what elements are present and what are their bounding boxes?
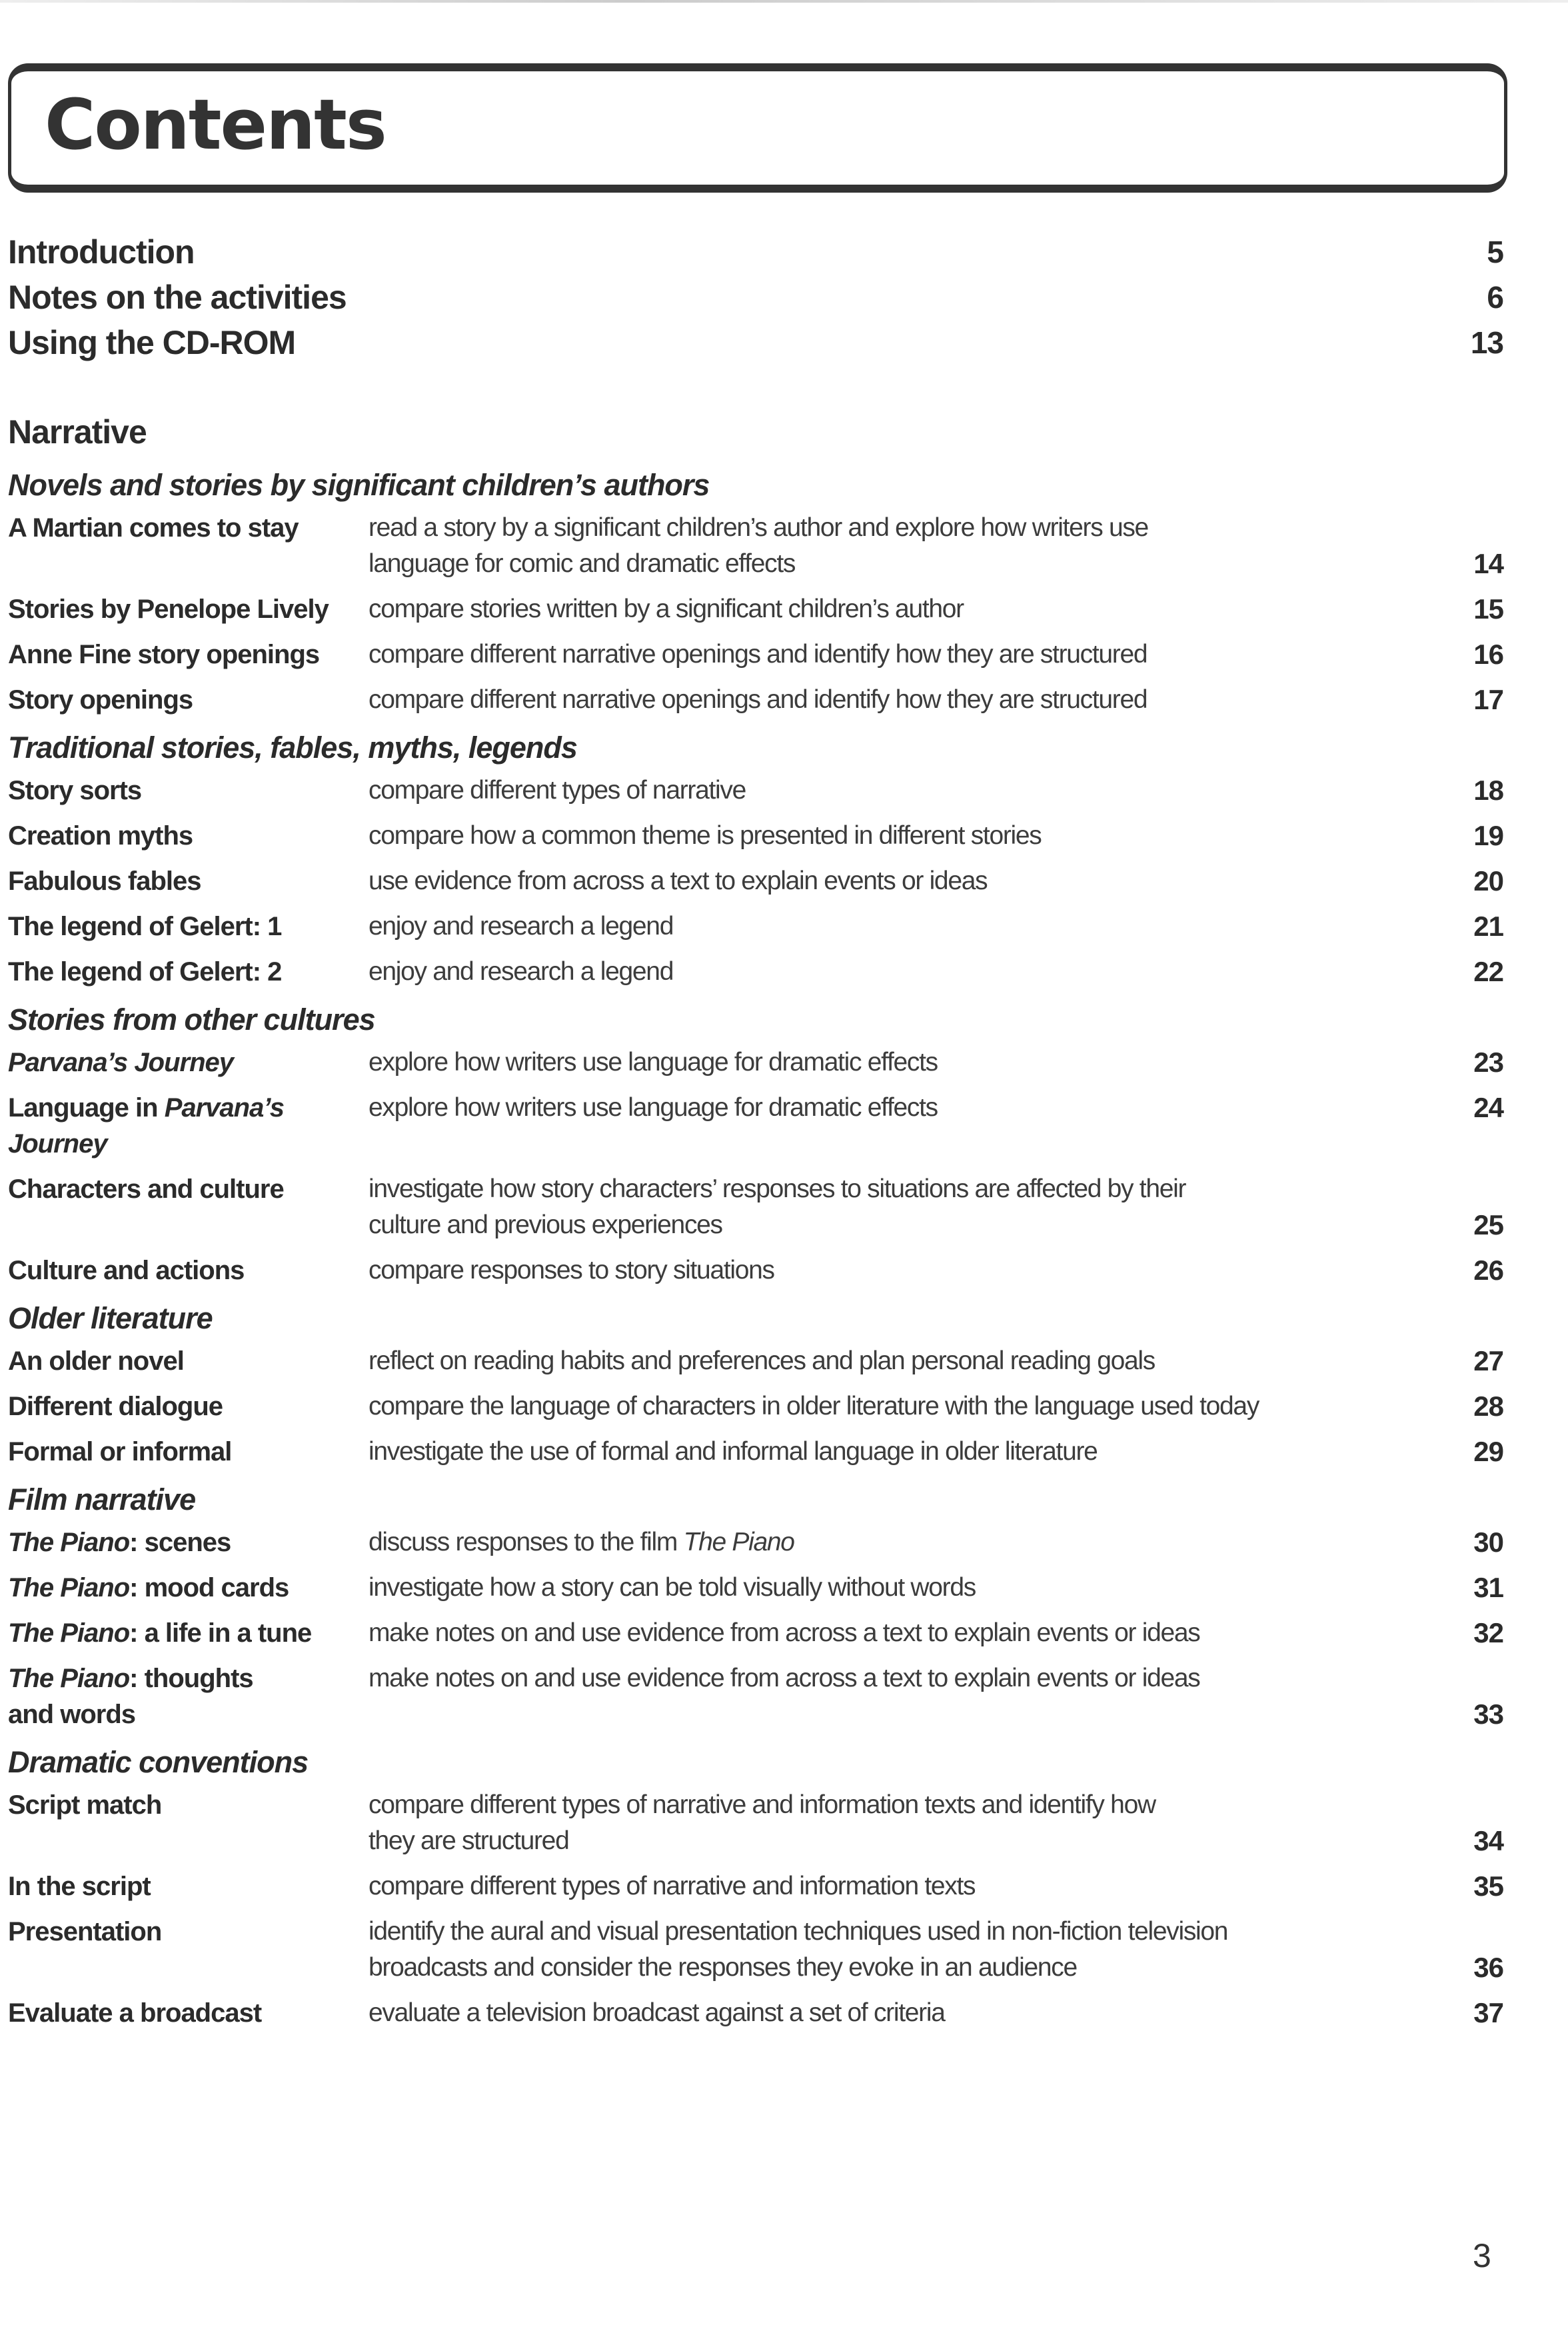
- entry-page-number: 28: [1473, 1390, 1503, 1422]
- entry-description: [369, 863, 1421, 899]
- text-segment: compare stories written by a significant children’s author: [369, 595, 964, 623]
- entry-description: [369, 818, 1421, 854]
- part-heading: Narrative: [8, 413, 147, 451]
- toc-title: Notes on the activities: [8, 279, 347, 316]
- text-segment: The legend of Gelert: 1: [8, 912, 282, 941]
- text-segment: compare different narrative openings and identify how they are structured: [369, 640, 1148, 669]
- toc-entry[interactable]: [8, 1434, 1503, 1470]
- entry-title: [8, 1524, 369, 1560]
- text-segment: compare responses to story situations: [369, 1256, 774, 1284]
- toc-page: 13: [1470, 325, 1503, 360]
- toc-entry[interactable]: [8, 1995, 1503, 2031]
- entry-page-number: 18: [1473, 775, 1503, 806]
- text-segment: read a story by a significant children’s author and explore how writers use language for comic and dramatic effects: [369, 513, 1148, 578]
- entry-title: [8, 1787, 369, 1859]
- entry-title: [8, 1914, 369, 1986]
- text-segment: compare different narrative openings and identify how they are structured: [369, 685, 1148, 714]
- entry-title: [8, 909, 369, 945]
- entry-page-number: 30: [1473, 1526, 1503, 1558]
- entry-page-number: 24: [1473, 1092, 1503, 1123]
- section-heading: Older literature: [8, 1301, 213, 1335]
- entry-page-number: 19: [1473, 820, 1503, 851]
- entry-title: [8, 1434, 369, 1470]
- italic-text: Parvana’s Journey: [8, 1048, 234, 1077]
- entry-title: [8, 1090, 369, 1162]
- entry-description: [369, 1388, 1421, 1424]
- entry-description: [369, 510, 1421, 582]
- italic-text: The Piano: [8, 1573, 130, 1602]
- entry-page-number: 37: [1473, 1997, 1503, 2028]
- top-item-notes[interactable]: [8, 275, 1503, 320]
- section-heading: Stories from other cultures: [8, 1003, 375, 1037]
- text-segment: Presentation: [8, 1917, 162, 1946]
- text-segment: Stories by Penelope Lively: [8, 595, 329, 624]
- section-heading: Novels and stories by significant children’s authors: [8, 468, 710, 502]
- entry-description: [369, 591, 1421, 627]
- top-item-introduction[interactable]: [8, 229, 1503, 275]
- toc-entry[interactable]: [8, 1045, 1503, 1081]
- text-segment: investigate how story characters’ responses to situations are affected by their culture and previous experiences: [369, 1174, 1186, 1239]
- entry-page-number: 33: [1473, 1698, 1503, 1730]
- text-segment: explore how writers use language for dramatic effects: [369, 1093, 938, 1122]
- entry-description: [369, 954, 1421, 990]
- entry-description: [369, 1570, 1421, 1606]
- scan-edge: [0, 0, 1568, 3]
- entry-page-number: 23: [1473, 1047, 1503, 1078]
- text-segment: : a life in a tune: [129, 1618, 312, 1648]
- entry-title: [8, 1995, 369, 2031]
- entry-page-number: 32: [1473, 1617, 1503, 1648]
- text-segment: A Martian comes to stay: [8, 513, 299, 543]
- entry-page-number: 16: [1473, 639, 1503, 670]
- text-segment: discuss responses to the film: [369, 1528, 684, 1556]
- top-item-cd-rom[interactable]: [8, 320, 1503, 365]
- text-segment: : mood cards: [129, 1573, 289, 1602]
- entry-page-number: 35: [1473, 1870, 1503, 1902]
- text-segment: compare different types of narrative and information texts and identify how they are structured: [369, 1790, 1156, 1855]
- entry-description: [369, 637, 1421, 673]
- entry-page-number: 29: [1473, 1436, 1503, 1467]
- entry-page-number: 21: [1473, 911, 1503, 942]
- table-of-contents: [8, 229, 1503, 2040]
- entry-description: [369, 1252, 1421, 1288]
- toc-entry[interactable]: [8, 909, 1503, 945]
- text-segment: Evaluate a broadcast: [8, 1998, 262, 2028]
- toc-entry[interactable]: [8, 1252, 1503, 1288]
- text-segment: identify the aural and visual presentation techniques used in non-fiction television broadcasts and consider the responses they evoke in an audience: [369, 1917, 1228, 1982]
- section-heading: Traditional stories, fables, myths, legends: [8, 731, 577, 765]
- text-segment: Formal or informal: [8, 1437, 232, 1466]
- toc-entry[interactable]: [8, 1787, 1503, 1859]
- toc-title: Introduction: [8, 233, 195, 271]
- toc-entry[interactable]: [8, 954, 1503, 990]
- text-segment: compare different types of narrative and information texts: [369, 1872, 976, 1900]
- text-segment: : scenes: [129, 1528, 231, 1557]
- toc-entry[interactable]: [8, 1615, 1503, 1651]
- text-segment: In the script: [8, 1872, 151, 1901]
- text-segment: investigate how a story can be told visually without words: [369, 1573, 976, 1602]
- entry-description: [369, 1914, 1421, 1986]
- entry-description: [369, 1090, 1421, 1162]
- text-segment: explore how writers use language for dramatic effects: [369, 1048, 938, 1077]
- entry-title: [8, 1388, 369, 1424]
- text-segment: Culture and actions: [8, 1256, 245, 1285]
- italic-text: The Piano: [8, 1664, 130, 1693]
- entry-title: [8, 591, 369, 627]
- text-segment: compare how a common theme is presented in different stories: [369, 821, 1042, 850]
- entry-page-number: 22: [1473, 956, 1503, 987]
- section-heading: Dramatic conventions: [8, 1745, 309, 1779]
- toc-entry[interactable]: [8, 591, 1503, 627]
- entry-page-number: 31: [1473, 1572, 1503, 1603]
- sections: [8, 467, 1503, 2031]
- text-segment: The legend of Gelert: 2: [8, 957, 282, 987]
- entry-description: [369, 1868, 1421, 1904]
- toc-entry[interactable]: [8, 1171, 1503, 1243]
- entry-description: [369, 773, 1421, 809]
- entry-title: [8, 1045, 369, 1081]
- text-segment: enjoy and research a legend: [369, 957, 674, 986]
- entry-description: [369, 1524, 1421, 1560]
- entry-page-number: 25: [1473, 1209, 1503, 1240]
- entry-description: [369, 1434, 1421, 1470]
- toc-entry[interactable]: [8, 1570, 1503, 1606]
- italic-text: Parvana’s Journey: [8, 1093, 284, 1159]
- entry-title: [8, 1570, 369, 1606]
- text-segment: Characters and culture: [8, 1174, 284, 1204]
- text-segment: compare different types of narrative: [369, 776, 746, 805]
- page-number: 3: [1473, 2237, 1491, 2274]
- toc-title: Using the CD-ROM: [8, 324, 296, 361]
- entry-title: [8, 818, 369, 854]
- text-segment: Story sorts: [8, 776, 142, 805]
- text-segment: evaluate a television broadcast against a set of criteria: [369, 1998, 945, 2027]
- entry-description: [369, 1995, 1421, 2031]
- text-segment: Anne Fine story openings: [8, 640, 320, 669]
- text-segment: make notes on and use evidence from across a text to explain events or ideas: [369, 1664, 1200, 1692]
- page-title: Contents: [45, 84, 386, 165]
- entry-page-number: 36: [1473, 1952, 1503, 1983]
- entry-page-number: 27: [1473, 1345, 1503, 1376]
- entry-title: [8, 1615, 369, 1651]
- entry-title: [8, 510, 369, 582]
- toc-entry[interactable]: [8, 510, 1503, 582]
- text-segment: reflect on reading habits and preferences and plan personal reading goals: [369, 1346, 1155, 1375]
- toc-entry[interactable]: [8, 1868, 1503, 1904]
- entry-description: [369, 1171, 1421, 1243]
- toc-entry[interactable]: [8, 1660, 1503, 1732]
- toc-entry[interactable]: [8, 1388, 1503, 1424]
- toc-page: 6: [1487, 280, 1503, 315]
- italic-text: The Piano: [8, 1618, 130, 1648]
- entry-description: [369, 1787, 1421, 1859]
- entry-page-number: 34: [1473, 1825, 1503, 1856]
- text-segment: Language in: [8, 1093, 165, 1123]
- entry-title: [8, 1868, 369, 1904]
- toc-entry[interactable]: [8, 773, 1503, 809]
- entry-description: [369, 1343, 1421, 1379]
- toc-entry[interactable]: [8, 1914, 1503, 1986]
- text-segment: Different dialogue: [8, 1392, 223, 1421]
- toc-entry[interactable]: [8, 637, 1503, 673]
- entry-title: [8, 863, 369, 899]
- text-segment: make notes on and use evidence from across a text to explain events or ideas: [369, 1618, 1200, 1647]
- entry-page-number: 17: [1473, 684, 1503, 715]
- entry-page-number: 14: [1473, 548, 1503, 579]
- text-segment: Story openings: [8, 685, 193, 715]
- entry-title: [8, 1660, 369, 1732]
- entry-title: [8, 1252, 369, 1288]
- italic-text: The Piano: [8, 1528, 130, 1557]
- toc-entry[interactable]: [8, 818, 1503, 854]
- contents-header-box: [8, 63, 1507, 193]
- entry-title: [8, 1343, 369, 1379]
- entry-description: [369, 1045, 1421, 1081]
- entry-title: [8, 773, 369, 809]
- text-segment: Creation myths: [8, 821, 193, 851]
- entry-description: [369, 1660, 1421, 1732]
- toc-entry[interactable]: [8, 1524, 1503, 1560]
- text-segment: use evidence from across a text to explain events or ideas: [369, 867, 988, 895]
- toc-entry[interactable]: [8, 863, 1503, 899]
- entry-page-number: 26: [1473, 1254, 1503, 1286]
- toc-entry[interactable]: [8, 682, 1503, 718]
- text-segment: An older novel: [8, 1346, 184, 1376]
- entry-title: [8, 682, 369, 718]
- section-heading: Film narrative: [8, 1482, 196, 1516]
- text-segment: Fabulous fables: [8, 867, 201, 896]
- text-segment: enjoy and research a legend: [369, 912, 674, 941]
- entry-page-number: 20: [1473, 865, 1503, 897]
- entry-title: [8, 1171, 369, 1243]
- text-segment: : thoughts and words: [8, 1664, 253, 1729]
- entry-description: [369, 682, 1421, 718]
- entry-title: [8, 637, 369, 673]
- toc-entry[interactable]: [8, 1343, 1503, 1379]
- text-segment: compare the language of characters in older literature with the language used today: [369, 1392, 1259, 1420]
- entry-page-number: 15: [1473, 593, 1503, 625]
- entry-description: [369, 909, 1421, 945]
- entry-title: [8, 954, 369, 990]
- entry-description: [369, 1615, 1421, 1651]
- toc-page: 5: [1487, 235, 1503, 269]
- text-segment: Script match: [8, 1790, 162, 1820]
- italic-text: The Piano: [683, 1528, 794, 1556]
- text-segment: investigate the use of formal and informal language in older literature: [369, 1437, 1098, 1466]
- toc-entry[interactable]: [8, 1090, 1503, 1162]
